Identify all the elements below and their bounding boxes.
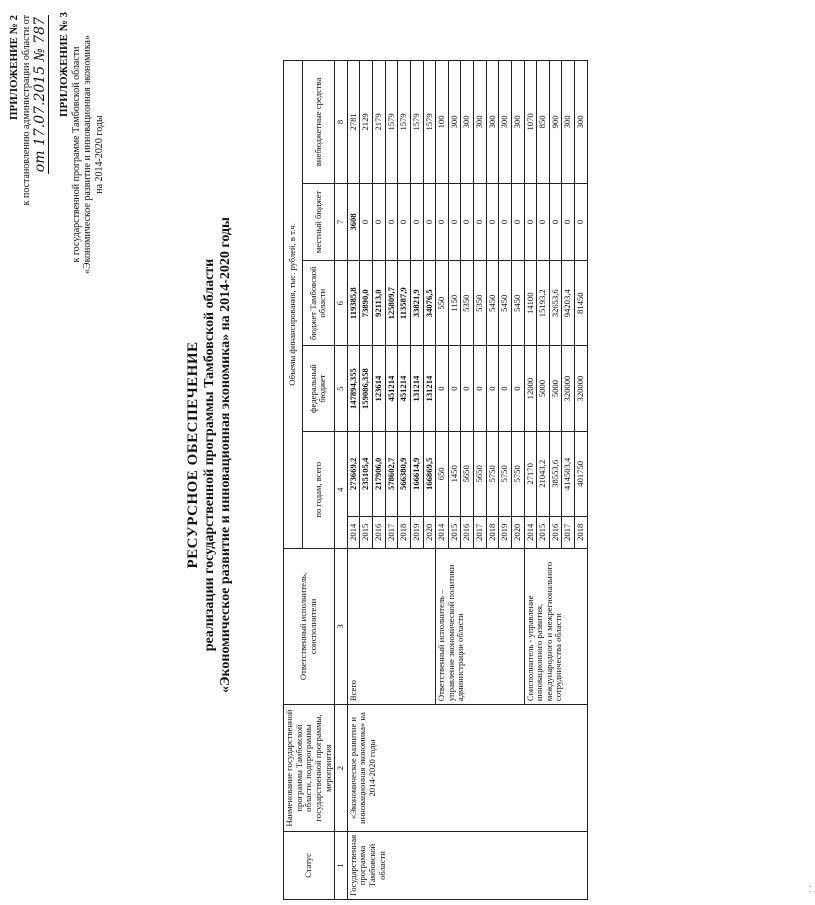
header-regional: бюджет Тамбовской области: [302, 261, 335, 346]
total-cell: 5650: [461, 431, 474, 516]
extra-cell: 300: [461, 61, 474, 184]
regional-cell: 5350: [461, 261, 474, 346]
resource-table: [283, 60, 588, 900]
column-number-row: [335, 61, 348, 900]
local-cell: 0: [474, 183, 487, 260]
title-line-3: «Экономическое развитие и инновационная экономика» на 2014-2020 годы: [218, 217, 234, 693]
federal-cell: 131214: [423, 346, 436, 431]
regional-cell: 5350: [474, 261, 487, 346]
extra-cell: 300: [474, 61, 487, 184]
year-cell: 2020: [423, 516, 436, 548]
extra-cell: 850: [537, 61, 550, 184]
regional-cell: 550: [436, 261, 449, 346]
local-cell: 0: [398, 183, 411, 260]
total-cell: 1450: [448, 431, 461, 516]
local-cell: 0: [486, 183, 499, 260]
year-cell: 2014: [524, 516, 537, 548]
local-cell: 0: [549, 183, 562, 260]
federal-cell: 0: [499, 346, 512, 431]
year-cell: 2017: [562, 516, 575, 548]
col-number: 8: [335, 61, 348, 184]
total-cell: 166614,9: [410, 431, 423, 516]
federal-cell: 0: [461, 346, 474, 431]
federal-cell: 5000: [537, 346, 550, 431]
regional-cell: 94203,4: [562, 261, 575, 346]
appendix-2-line: к постановлению администрации области от: [20, 15, 32, 206]
local-cell: 0: [511, 183, 524, 260]
regional-cell: 14100: [524, 261, 537, 346]
federal-cell: 5000: [549, 346, 562, 431]
extra-cell: 1579: [398, 61, 411, 184]
federal-cell: 123614: [373, 346, 386, 431]
table-body: [347, 61, 587, 900]
year-cell: 2019: [499, 516, 512, 548]
extra-cell: 2781: [347, 61, 360, 184]
federal-cell: 0: [436, 346, 449, 431]
regional-cell: 34076,5: [423, 261, 436, 346]
local-cell: 0: [524, 183, 537, 260]
total-cell: 21043,2: [537, 431, 550, 516]
header-local: местный бюджет: [302, 183, 335, 260]
federal-cell: 451214: [385, 346, 398, 431]
federal-cell: 131214: [410, 346, 423, 431]
total-cell: 166869,5: [423, 431, 436, 516]
total-cell: 566380,9: [398, 431, 411, 516]
extra-cell: 2129: [360, 61, 373, 184]
year-cell: 2018: [486, 516, 499, 548]
header-extra: внебюджетные средства: [302, 61, 335, 184]
local-cell: 0: [461, 183, 474, 260]
extra-cell: 1579: [423, 61, 436, 184]
header-row-1: [284, 61, 303, 900]
local-cell: 0: [499, 183, 512, 260]
regional-cell: 119385,8: [347, 261, 360, 346]
header-year: по годам, всего: [302, 431, 335, 548]
appendix-3-line-1: к государственной программе Тамбовской области: [70, 46, 82, 263]
local-cell: 0: [385, 183, 398, 260]
extra-cell: 300: [562, 61, 575, 184]
total-cell: 578602,7: [385, 431, 398, 516]
year-cell: 2016: [549, 516, 562, 548]
local-cell: 0: [436, 183, 449, 260]
scan-marks: · ·: [805, 884, 815, 893]
regional-cell: 92113,0: [373, 261, 386, 346]
federal-cell: 320000: [562, 346, 575, 431]
col-number: 7: [335, 183, 348, 260]
federal-cell: 0: [474, 346, 487, 431]
year-cell: 2020: [511, 516, 524, 548]
handwritten-date-number: от 17.07.2015 № 787: [32, 17, 49, 173]
regional-cell: 73890,0: [360, 261, 373, 346]
appendix-3-line-3: на 2014-2020 годы: [93, 115, 105, 194]
total-cell: 273669,2: [347, 431, 360, 516]
regional-cell: 33821,9: [410, 261, 423, 346]
total-cell: 5750: [511, 431, 524, 516]
extra-cell: 1579: [385, 61, 398, 184]
col-number: 5: [335, 346, 348, 431]
extra-cell: 300: [511, 61, 524, 184]
year-cell: 2016: [461, 516, 474, 548]
regional-cell: 32653,6: [549, 261, 562, 346]
regional-cell: 5450: [511, 261, 524, 346]
local-cell: 0: [537, 183, 550, 260]
local-cell: 0: [423, 183, 436, 260]
extra-cell: 1070: [524, 61, 537, 184]
col-number: 4: [335, 431, 348, 548]
col-number: 6: [335, 261, 348, 346]
total-cell: 38553,6: [549, 431, 562, 516]
year-cell: 2019: [410, 516, 423, 548]
year-cell: 2015: [448, 516, 461, 548]
regional-cell: 5450: [486, 261, 499, 346]
year-cell: 2014: [347, 516, 360, 548]
extra-cell: 300: [499, 61, 512, 184]
appendix-3-block: [58, 12, 105, 297]
federal-cell: 147894,355: [347, 346, 360, 431]
federal-cell: 0: [511, 346, 524, 431]
total-cell: 414503,4: [562, 431, 575, 516]
regional-cell: 5450: [499, 261, 512, 346]
executor-cell: Всего: [347, 548, 435, 704]
appendix-2-block: [8, 15, 48, 255]
local-cell: 0: [360, 183, 373, 260]
header-name: Наименование государственной программы Тамбовской области, подпрограммы государственной программы, мероприятия: [284, 705, 335, 832]
extra-cell: 1579: [410, 61, 423, 184]
year-cell: 2014: [436, 516, 449, 548]
federal-cell: 451214: [398, 346, 411, 431]
local-cell: 3608: [347, 183, 360, 260]
year-cell: 2015: [537, 516, 550, 548]
local-cell: 0: [448, 183, 461, 260]
status-cell: Государственная программа Тамбовской области: [347, 831, 587, 899]
year-cell: 2017: [385, 516, 398, 548]
federal-cell: 0: [486, 346, 499, 431]
extra-cell: 2179: [373, 61, 386, 184]
header-funding: Объемы финансирования, тыс. рублей, в т.ч.: [284, 61, 303, 549]
title-line-1: РЕСУРСНОЕ ОБЕСПЕЧЕНИЕ: [185, 341, 201, 569]
year-cell: 2015: [360, 516, 373, 548]
extra-cell: 300: [486, 61, 499, 184]
col-number: 3: [335, 548, 348, 704]
executor-cell: Соисполнитель - управление инновационного развития, международного и межрегионального сотрудничества области: [524, 548, 587, 704]
year-cell: 2017: [474, 516, 487, 548]
total-cell: 401750: [575, 431, 588, 516]
extra-cell: 300: [575, 61, 588, 184]
regional-cell: 113587,9: [398, 261, 411, 346]
federal-cell: 320000: [575, 346, 588, 431]
local-cell: 0: [410, 183, 423, 260]
table-row: [347, 61, 360, 900]
col-number: 1: [335, 831, 348, 899]
total-cell: 235105,4: [360, 431, 373, 516]
appendix-3-label: ПРИЛОЖЕНИЕ № 3: [58, 12, 70, 118]
regional-cell: 15193,2: [537, 261, 550, 346]
year-cell: 2018: [398, 516, 411, 548]
federal-cell: 159086,358: [360, 346, 373, 431]
regional-cell: 125809,7: [385, 261, 398, 346]
regional-cell: 81450: [575, 261, 588, 346]
extra-cell: 100: [436, 61, 449, 184]
document-title: [185, 105, 234, 805]
year-cell: 2016: [373, 516, 386, 548]
year-cell: 2018: [575, 516, 588, 548]
federal-cell: 12000: [524, 346, 537, 431]
total-cell: 5750: [499, 431, 512, 516]
executor-cell: Ответственный исполнитель – управление экономической политики администрации области: [436, 548, 524, 704]
header-executor: Ответственный исполнитель, соисполнители: [284, 548, 335, 704]
appendix-3-line-2: «Экономическое развитие и инновационная экономика»: [82, 35, 94, 274]
total-cell: 217906,0: [373, 431, 386, 516]
local-cell: 0: [373, 183, 386, 260]
local-cell: 0: [575, 183, 588, 260]
extra-cell: 900: [549, 61, 562, 184]
total-cell: 5750: [486, 431, 499, 516]
regional-cell: 1150: [448, 261, 461, 346]
title-line-2: реализации государственной программы Тамбовской области: [202, 258, 218, 652]
total-cell: 650: [436, 431, 449, 516]
program-name-cell: «Экономическое развитие и инновационная экономика» на 2014-2020 годы: [347, 705, 587, 832]
header-status: Статус: [284, 831, 335, 899]
local-cell: 0: [562, 183, 575, 260]
federal-cell: 0: [448, 346, 461, 431]
header-federal: федеральный бюджет: [302, 346, 335, 431]
appendix-2-label: ПРИЛОЖЕНИЕ № 2: [8, 15, 20, 121]
total-cell: 27170: [524, 431, 537, 516]
col-number: 2: [335, 705, 348, 832]
total-cell: 5650: [474, 431, 487, 516]
extra-cell: 300: [448, 61, 461, 184]
